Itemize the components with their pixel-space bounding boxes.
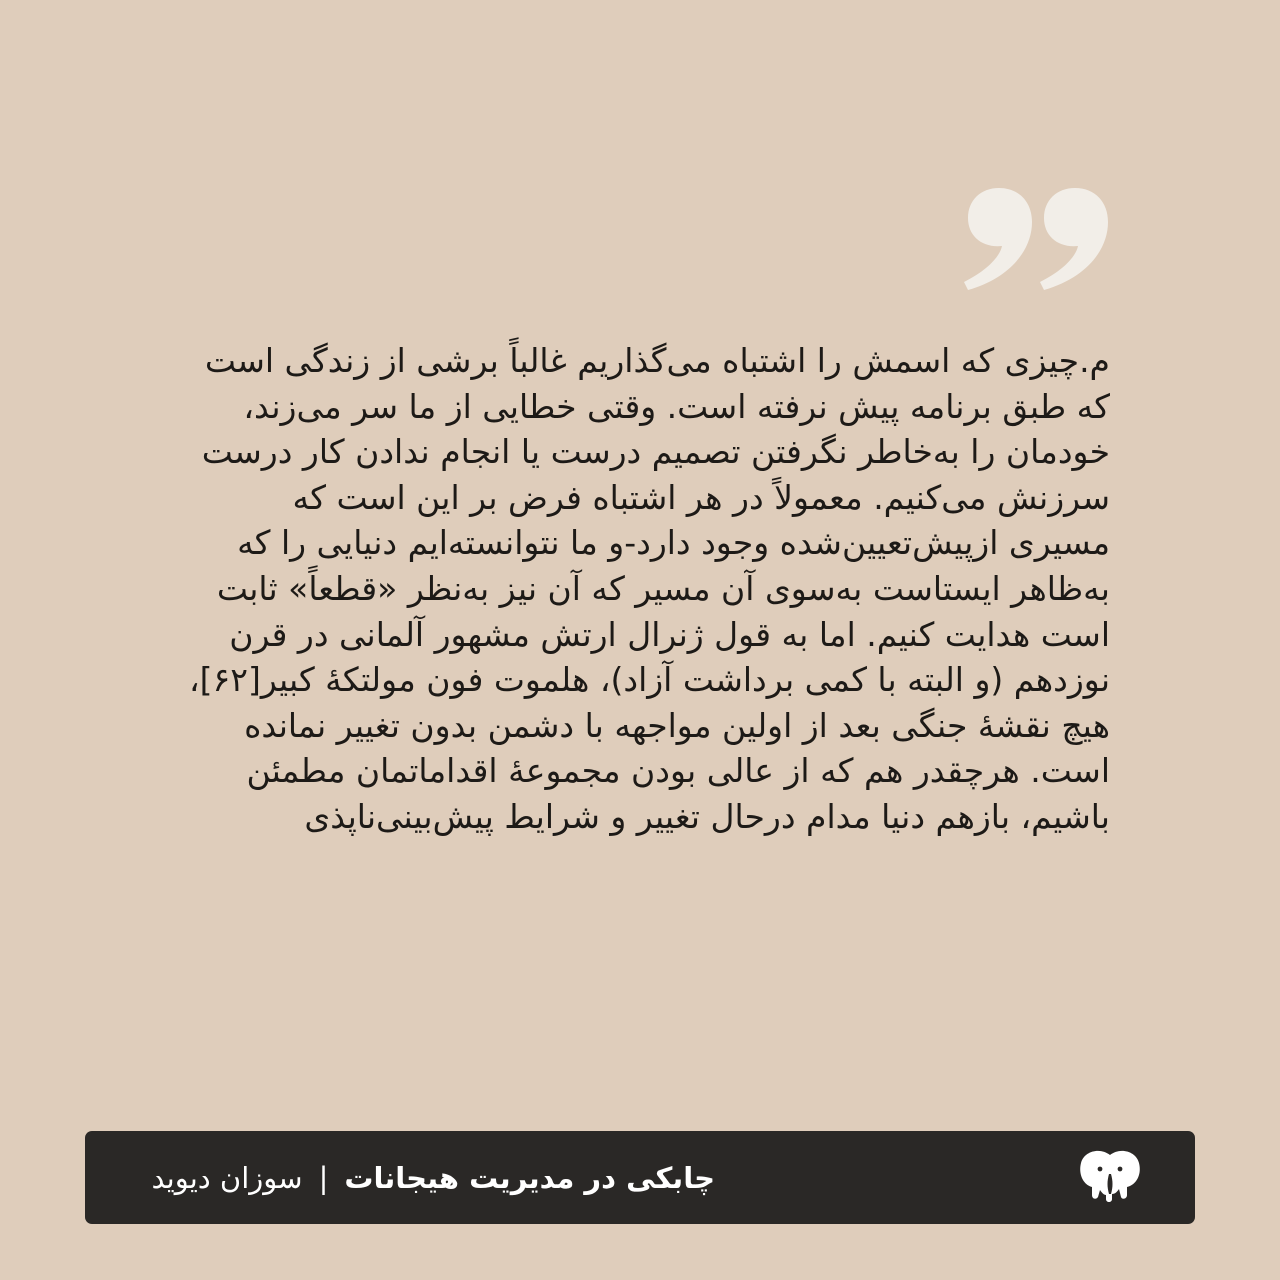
footer-caption	[151, 1131, 715, 1224]
book-title: چابکی در مدیریت هیجانات	[344, 1160, 715, 1195]
footer-separator: |	[318, 1160, 329, 1195]
quote-mark-icon	[962, 186, 1112, 292]
footer-bar	[85, 1131, 1195, 1224]
author-name: سوزان دیوید	[151, 1160, 303, 1195]
elephant-logo-icon	[1078, 1149, 1142, 1205]
quote-text: م.چیزی که اسمش را اشتباه می‌گذاریم غالباً برشی از زندگی است که طبق برنامه پیش نرفته است. وقتی خطایی از ما سر می‌زند، خودمان را به‌خاطر نگرفتن تصمیم درست یا انجام ندادن کار درست سرزنش می‌کنیم. معمولاً در هر اشتباه فرض بر این است که مسیری ازپیش‌تعیین‌شده وجود دارد-و ما نتوانسته‌ایم دنیایی را که به‌ظاهر ایستاست به‌سوی آن مسیر که آن نیز به‌نظر «قطعاً» ثابت است هدایت کنیم. اما به قول ژنرال ارتش مشهور آلمانی در قرن نوزدهم (و البته با کمی برداشت آزاد)، هلموت فون مولتکهٔ کبیر[۶۲]، هیچ نقشهٔ جنگی بعد از اولین مواجهه با دشمن بدون تغییر نمانده است. هرچقدر هم که از عالی بودن مجموعهٔ اقداماتمان مطمئن باشیم، بازهم دنیا مدام درحال تغییر و شرایط پیش‌بینی‌ناپذی	[188, 341, 1110, 836]
